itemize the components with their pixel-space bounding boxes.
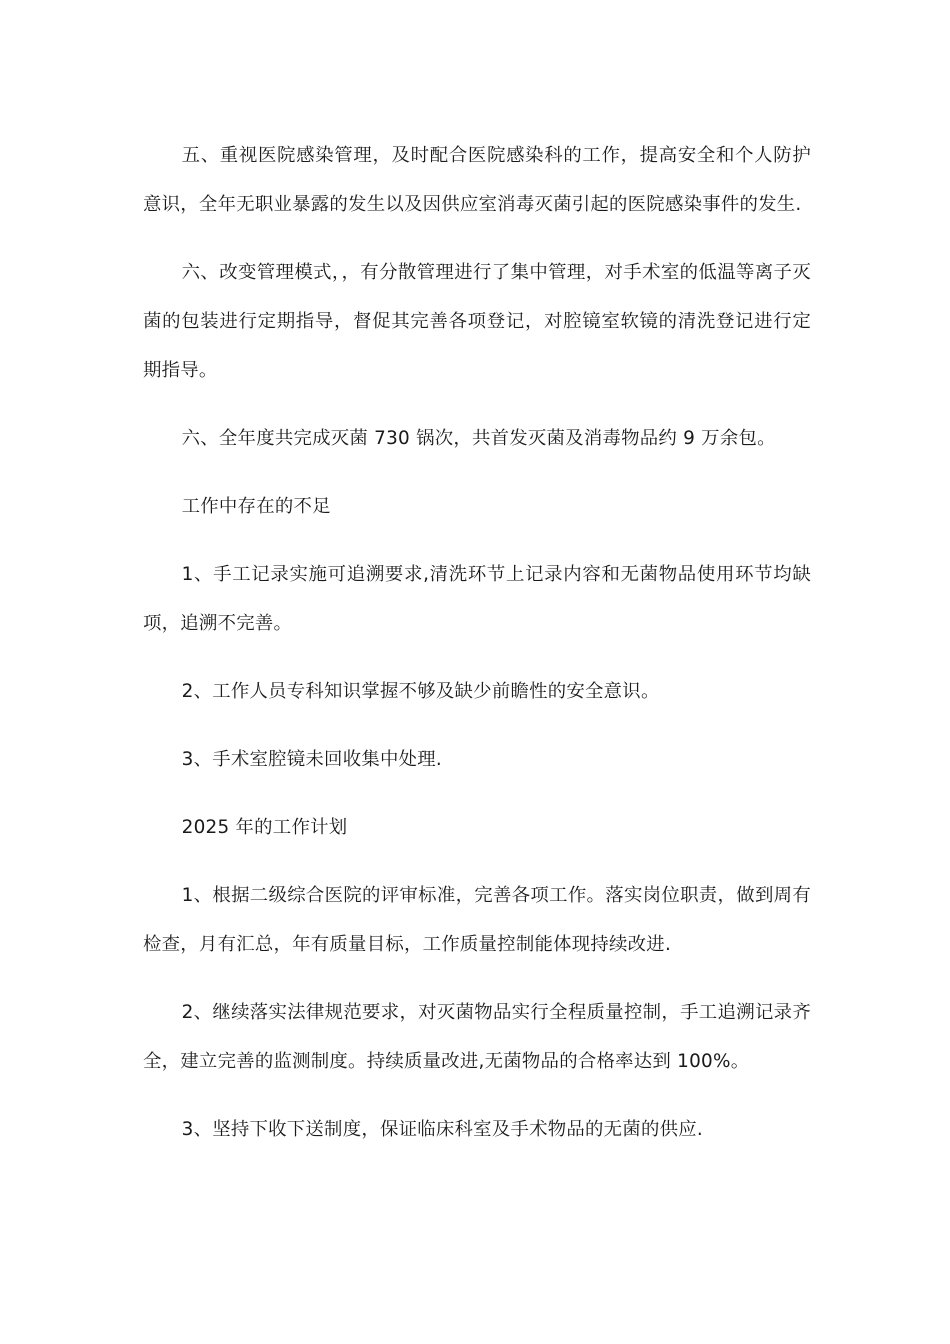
paragraph-shortcoming-1: 1、手工记录实施可追溯要求,清洗环节上记录内容和无菌物品使用环节均缺项，追溯不完善。 bbox=[143, 564, 811, 634]
paragraph-shortcoming-3: 3、手术室腔镜未回收集中处理. bbox=[181, 749, 443, 770]
paragraph-infection-control: 五、重视医院感染管理，及时配合医院感染科的工作，提高安全和个人防护意识，全年无职业暴露的发生以及因供应室消毒灭菌引起的医院感染事件的发生. bbox=[143, 145, 811, 215]
paragraph-shortcoming-2: 2、工作人员专科知识掌握不够及缺少前瞻性的安全意识。 bbox=[181, 681, 660, 702]
section-heading-work-plan: 2025 年的工作计划 bbox=[181, 817, 348, 838]
section-heading-shortcomings: 工作中存在的不足 bbox=[181, 496, 331, 517]
paragraph-management-mode: 六、改变管理模式，，有分散管理进行了集中管理，对手术室的低温等离子灭菌的包装进行定期指导，督促其完善各项登记，对腔镜室软镜的清洗登记进行定期指导。 bbox=[143, 262, 811, 381]
paragraph-plan-3: 3、坚持下收下送制度，保证临床科室及手术物品的无菌的供应. bbox=[181, 1119, 703, 1140]
paragraph-plan-2: 2、继续落实法律规范要求，对灭菌物品实行全程质量控制，手工追溯记录齐全，建立完善的监测制度。持续质量改进,无菌物品的合格率达到 100%。 bbox=[143, 1002, 811, 1072]
document-body bbox=[143, 131, 811, 1173]
paragraph-sterilization-total: 六、全年度共完成灭菌 730 锅次，共首发灭菌及消毒物品约 9 万余包。 bbox=[181, 428, 776, 449]
paragraph-plan-1: 1、根据二级综合医院的评审标准，完善各项工作。落实岗位职责，做到周有检查，月有汇总，年有质量目标，工作质量控制能体现持续改进. bbox=[143, 885, 811, 955]
